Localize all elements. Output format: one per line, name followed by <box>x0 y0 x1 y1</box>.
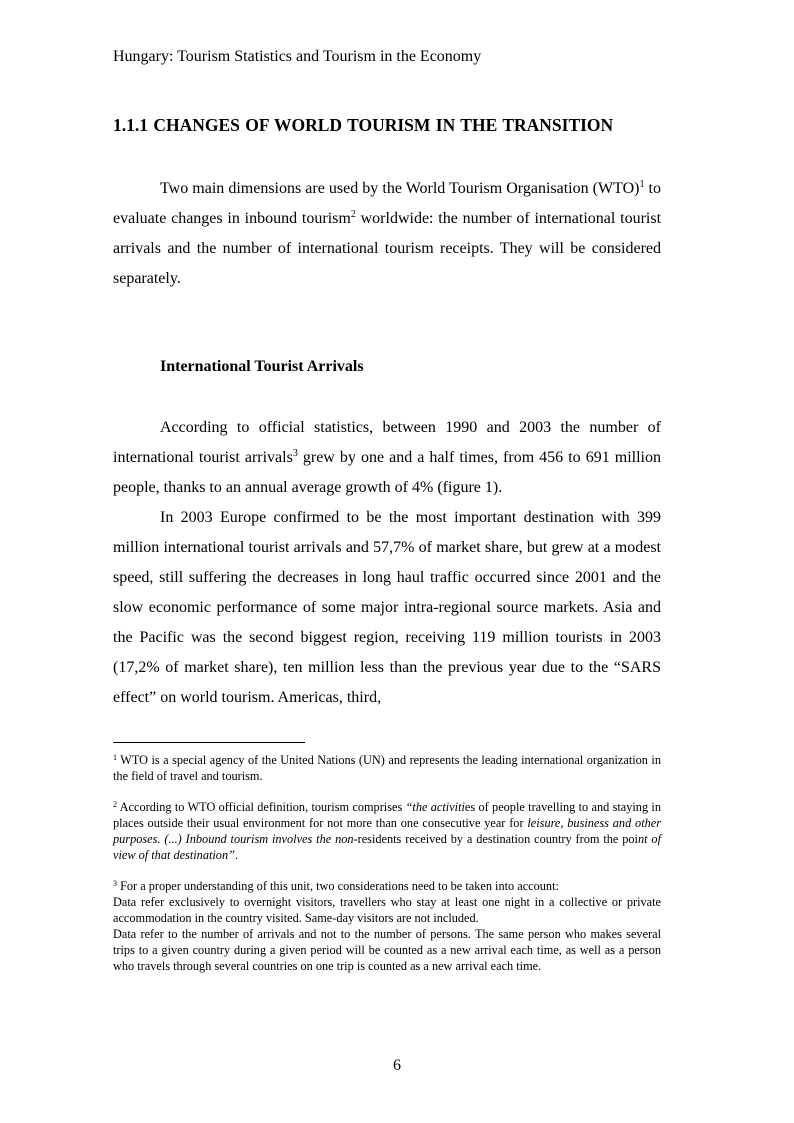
footnote-mark-1: 1 <box>113 753 117 762</box>
footnote-3-intro-line <box>113 878 661 894</box>
running-header: Hungary: Tourism Statistics and Tourism in the Economy <box>113 48 482 65</box>
footnote-2-quote-3: nt of view of that destination” <box>113 832 661 862</box>
subsection-heading: International Tourist Arrivals <box>160 358 364 375</box>
arrivals-paragraph-1 <box>113 413 661 503</box>
footnote-3-line-1: Data refer exclusively to overnight visitors, travellers who stay at least one night in a collective or private accommodation in the country visited. Same-day visitors are not included. <box>113 895 661 925</box>
intro-text-3: worldwide: the number of international tourist arrivals and the number of international tourism receipts. They will be considered separately. <box>113 210 662 287</box>
footnote-1 <box>113 752 661 784</box>
footnote-2-text-1: According to WTO official definition, tourism comprises <box>117 800 406 814</box>
footnote-ref-1: 1 <box>639 179 645 190</box>
footnote-ref-3: 3 <box>292 448 298 459</box>
arrivals-text-1a: According to official statistics, between 1990 and 2003 the number of international tourist arrivals <box>113 419 661 466</box>
footnote-2-quote-1: “the activiti <box>405 800 465 814</box>
arrivals-paragraph-2: In 2003 Europe confirmed to be the most important destination with 399 million international tourist arrivals and 57,7% of market share, but grew at a modest speed, still suffering the decreases in long haul traffic occurred since 2001 and the slow economic performance of some major intra-regional source markets. Asia and the Pacific was the second biggest region, receiving 119 million tourists in 2003 (17,2% of market share), ten million less than the previous year due to the “SARS effect” on world tourism. Americas, third, <box>113 509 661 706</box>
footnote-2 <box>113 799 661 863</box>
footnote-3-intro: For a proper understanding of this unit, two considerations need to be taken into account: <box>117 879 559 893</box>
footnote-rule <box>113 742 305 743</box>
arrivals-section <box>113 413 661 713</box>
arrivals-text-1b: grew by one and a half times, from 456 to 691 million people, thanks to an annual average growth of 4% (figure 1). <box>113 449 661 496</box>
footnote-mark-2: 2 <box>113 800 117 809</box>
intro-text-2: to evaluate changes in inbound tourism <box>113 180 661 227</box>
footnote-2-text-4: . <box>234 848 239 862</box>
footnote-2-quote-2: leisure, business and other purposes. (...) Inbound tourism involves the non <box>113 816 662 846</box>
intro-paragraph <box>113 174 661 294</box>
section-title: 1.1.1 CHANGES OF WORLD TOURISM IN THE TRANSITION <box>113 115 614 135</box>
intro-text-1: Two main dimensions are used by the World Tourism Organisation (WTO) <box>160 180 640 197</box>
footnote-1-text: WTO is a special agency of the United Nations (UN) and represents the leading international organization in the field of travel and tourism. <box>113 753 661 783</box>
footnote-3 <box>113 878 661 974</box>
footnote-ref-2: 2 <box>350 209 356 220</box>
footnote-2-text-3: -residents received by a destination country from the poi <box>353 832 638 846</box>
footnote-3-line-2: Data refer to the number of arrivals and not to the number of persons. The same person who makes several trips to a given country during a given period will be counted as a new arrival each time, as well as a person who travels through several countries on one trip is counted as a new arrival each time. <box>113 927 661 973</box>
footnote-2-text-2: es of people travelling to and staying in places outside their usual environment for not more than one consecutive year for <box>113 800 661 830</box>
footnote-mark-3: 3 <box>113 879 117 888</box>
page-number: 6 <box>393 1057 401 1074</box>
footnotes <box>113 752 661 974</box>
